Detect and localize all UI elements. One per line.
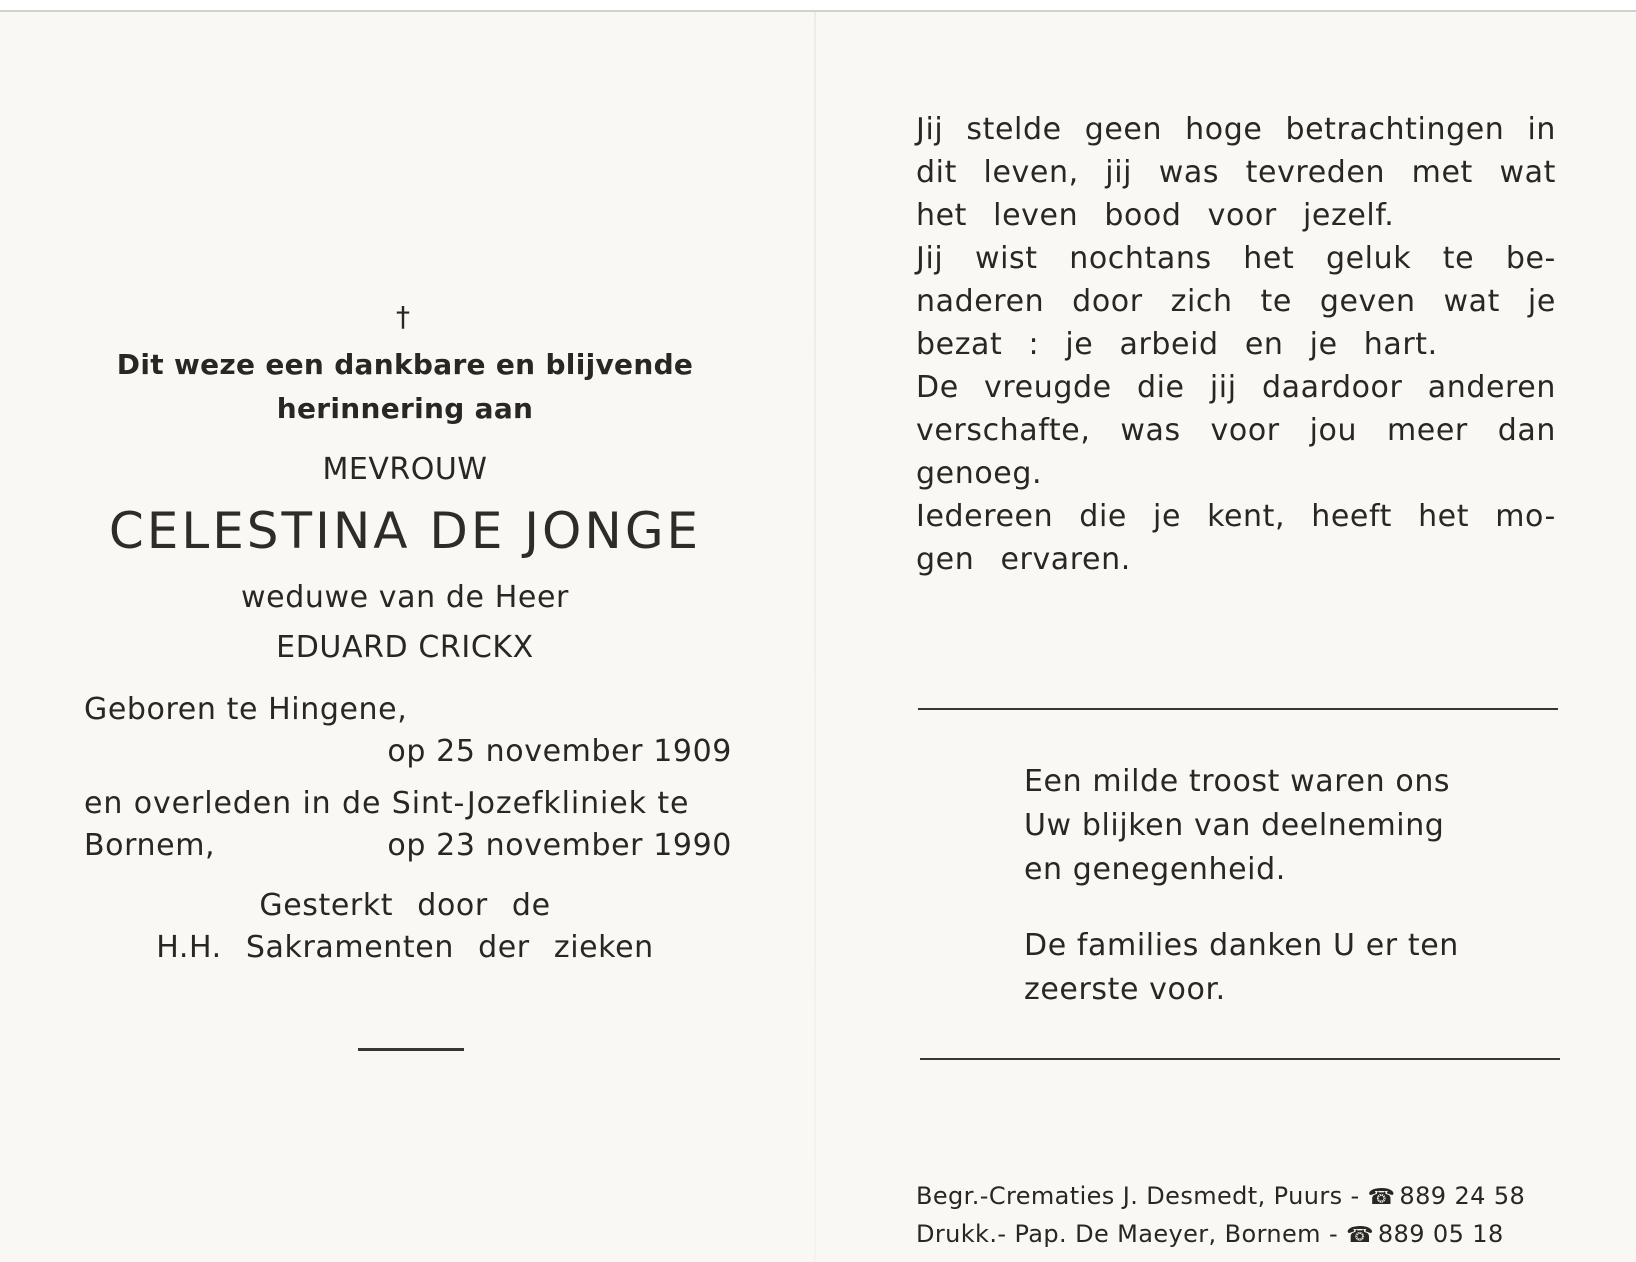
telephone-icon: ☎ [1367,1185,1396,1210]
deceased-name: CELESTINA DE JONGE [108,502,702,560]
poem-word: meer [1386,413,1468,448]
poem-line-text: bezat : je arbeid en je hart. [916,327,1438,362]
poem-word: voor [1210,413,1280,448]
poem-word: wist [974,241,1038,276]
printer-phone: 889 05 18 [1377,1220,1504,1248]
families-line: zeerste voor. [1024,972,1226,1007]
poem-word: je [1153,499,1182,534]
sacraments-line-2: H.H. Sakramenten der zieken [156,930,654,965]
poem-word: be- [1505,241,1556,276]
poem-word: zich [1170,284,1233,319]
poem-line [916,499,1556,542]
widow-line: weduwe van de Heer [241,580,569,615]
poem-line [916,284,1556,327]
poem-word: jij [1209,370,1237,405]
husband-name: EDUARD CRICKX [276,630,534,665]
poem-word: dan [1497,413,1556,448]
poem-word: tevreden [1245,155,1386,190]
poem-line [916,370,1556,413]
poem-line [916,327,1556,370]
poem-line [916,413,1556,456]
poem-word: te [1260,284,1292,319]
born-line-2: op 25 november 1909 [387,734,732,769]
poem-word: geen [1084,112,1163,147]
poem-line [916,456,1556,499]
poem-word: jij [1105,155,1133,190]
poem-word: jou [1309,413,1358,448]
right-divider-bottom [920,1058,1560,1060]
poem-word: mo- [1495,499,1556,534]
poem-word: wat [1443,284,1500,319]
thanks-line: Uw blijken van deelneming [1024,808,1445,843]
poem-word: anderen [1427,370,1556,405]
poem-word: hoge [1185,112,1263,147]
printer-line [916,1220,1504,1248]
intro-line-2: herinnering aan [276,392,534,425]
poem-word: door [1072,284,1143,319]
poem-line-text: het leven bood voor jezelf. [916,198,1395,233]
poem-line [916,542,1556,585]
poem-word: wat [1499,155,1556,190]
poem-line-text: gen ervaren. [916,542,1131,577]
poem-word: geluk [1325,241,1412,276]
thanks-line: Een milde troost waren ons [1024,764,1451,799]
poem-word: met [1411,155,1473,190]
poem-line-text: genoeg. [916,456,1043,491]
card-fold [814,12,816,1262]
left-divider [358,1048,464,1051]
poem-word: was [1158,155,1220,190]
poem-word: verschafte, [916,413,1091,448]
poem-word: dit [916,155,957,190]
poem-word: Jij [916,241,944,276]
poem-word: was [1120,413,1181,448]
born-line-1: Geboren te Hingene, [84,692,408,727]
poem-word: te [1442,241,1475,276]
undertaker-line [916,1182,1525,1210]
memorial-card [0,10,1636,1262]
undertaker-phone: 889 24 58 [1399,1182,1526,1210]
telephone-icon: ☎ [1346,1223,1374,1248]
poem-word: kent, [1207,499,1286,534]
families-block [1024,928,1564,1016]
thanks-line: en genegenheid. [1024,852,1286,887]
poem-line [916,198,1556,241]
thanks-block [1024,764,1524,896]
sacraments-line-1: Gesterkt door de [259,888,551,923]
intro-line-1: Dit weze een dankbare en blijvende [116,348,694,381]
poem-word: vreugde [984,370,1112,405]
poem-word: nochtans [1069,241,1212,276]
poem-word: De [916,370,959,405]
poem-word: geven [1319,284,1416,319]
poem-word: je [1527,284,1556,319]
poem-word: die [1136,370,1185,405]
undertaker-name: Begr.-Crematies J. Desmedt, Puurs - [916,1182,1360,1210]
title-mevrouw: MEVROUW [322,452,488,487]
poem-word: Jij [916,112,944,147]
died-place: Bornem, [84,828,216,863]
poem-line [916,155,1556,198]
printer-name: Drukk.- Pap. De Maeyer, Bornem - [916,1220,1339,1248]
poem-word: stelde [966,112,1062,147]
poem-line [916,241,1556,284]
poem-word: het [1418,499,1470,534]
poem-word: die [1079,499,1127,534]
poem-word: betrachtingen [1285,112,1505,147]
right-divider-top [918,708,1558,710]
cross-symbol: † [396,300,410,333]
families-line: De families danken U er ten [1024,928,1459,963]
poem-word: naderen [916,284,1045,319]
poem-line [916,112,1556,155]
poem-word: daardoor [1261,370,1403,405]
died-date: op 23 november 1990 [387,828,732,863]
poem-word: het [1243,241,1295,276]
poem-word: Iedereen [916,499,1054,534]
poem-word: heeft [1311,499,1392,534]
poem-word: in [1527,112,1556,147]
poem [916,112,1556,585]
died-line-1: en overleden in de Sint-Jozefkliniek te [84,786,690,821]
poem-word: leven, [983,155,1079,190]
